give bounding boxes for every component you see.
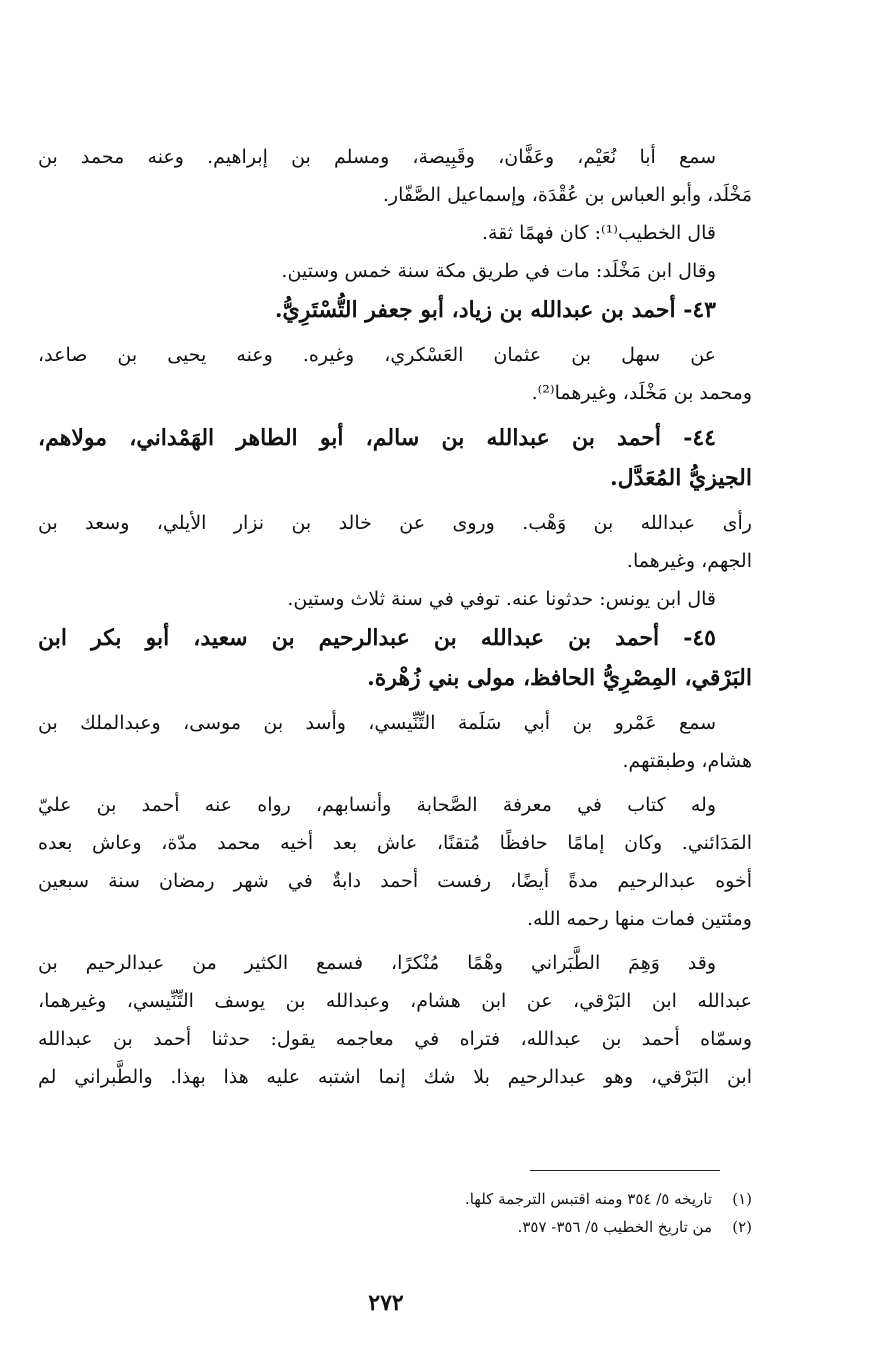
text-line: ومئتين فمات منها رحمه الله. bbox=[526, 908, 752, 930]
footnote bbox=[300, 1213, 752, 1241]
entry-heading-44-cont: الجيزيُّ المُعَدَّل. bbox=[609, 465, 752, 491]
text-line: عن سهل بن عثمان العَسْكري، وغيره. وعنه يحيى بن صاعد، bbox=[38, 344, 716, 366]
text-line: وله كتاب في معرفة الصَّحابة وأنسابهم، رواه عنه أحمد بن عليّ bbox=[38, 794, 716, 816]
footnote bbox=[300, 1185, 752, 1213]
footnotes bbox=[300, 1185, 752, 1241]
text-line: سمع عَمْرو بن أبي سَلَمة التِّنِّيسي، وأسد بن موسى، وعبدالملك بن bbox=[38, 712, 716, 734]
text-line: أخوه عبدالرحيم مدةً أيضًا، رفست أحمد دابةٌ في شهر رمضان سنة سبعين bbox=[38, 870, 752, 892]
footnote-text: تاريخه ٥/ ٣٥٤ ومنه اقتبس الترجمة كلها. bbox=[464, 1190, 712, 1208]
text-line: عبدالله ابن البَرْقي، عن ابن هشام، وعبدالله بن يوسف التِّنِّيسي، وغيرهما، bbox=[38, 990, 752, 1012]
main-text bbox=[38, 138, 752, 1096]
entry-heading-45-cont: البَرْقي، المِصْرِيُّ الحافظ، مولى بني زُهْرة. bbox=[367, 665, 752, 691]
text-line: المَدَائني. وكان إمامًا حافظًا مُتقنًا، عاش بعد أخيه محمد مدّة، وعاش بعده bbox=[38, 832, 752, 854]
text-line: ابن البَرْقي، وهو عبدالرحيم بلا شك إنما اشتبه عليه هذا بهذا. والطَّبراني لم bbox=[38, 1066, 752, 1088]
text-line: الجهم، وغيرهما. bbox=[626, 550, 752, 572]
footnote-number: (١) bbox=[732, 1190, 752, 1208]
entry-heading-43: ٤٣- أحمد بن عبدالله بن زياد، أبو جعفر التُّسْتَرِيُّ. bbox=[274, 297, 716, 323]
footnote-number: (٢) bbox=[732, 1218, 752, 1236]
text-line: وقال ابن مَخْلَد: مات في طريق مكة سنة خمس وستين. bbox=[281, 260, 716, 282]
text-line: قال ابن يونس: حدثونا عنه. توفي في سنة ثلاث وستين. bbox=[287, 588, 716, 610]
entry-heading-45: ٤٥- أحمد بن عبدالله بن عبدالرحيم بن سعيد، أبو بكر ابن bbox=[38, 625, 716, 651]
footnote-divider bbox=[530, 1170, 720, 1171]
entry-heading-44: ٤٤- أحمد بن عبدالله بن سالم، أبو الطاهر الهَمْداني، مولاهم، bbox=[38, 425, 716, 451]
text-line: قال الخطيب⁽¹⁾: كان فهمًا ثقة. bbox=[481, 222, 716, 244]
text-line: رأى عبدالله بن وَهْب. وروى عن خالد بن نزار الأيلي، وسعد بن bbox=[38, 512, 752, 534]
text-line: ومحمد بن مَخْلَد، وغيرهما⁽²⁾. bbox=[531, 382, 752, 404]
text-line: سمع أبا نُعَيْم، وعَفَّان، وقَبِيصة، ومسلم بن إبراهيم. وعنه محمد بن bbox=[38, 146, 716, 168]
footnote-text: من تاريخ الخطيب ٥/ ٣٥٦- ٣٥٧. bbox=[517, 1218, 712, 1236]
text-line: وقد وَهِمَ الطَّبَراني وهْمًا مُنْكرًا، فسمع الكثير من عبدالرحيم بن bbox=[38, 952, 716, 974]
text-line: وسمّاه أحمد بن عبدالله، فتراه في معاجمه يقول: حدثنا أحمد بن عبدالله bbox=[38, 1028, 752, 1050]
text-line: مَخْلَد، وأبو العباس بن عُقْدَة، وإسماعيل الصَّفّار. bbox=[382, 184, 752, 206]
page-number: ٢٧٢ bbox=[368, 1290, 404, 1316]
text-line: هشام، وطبقتهم. bbox=[622, 750, 752, 772]
